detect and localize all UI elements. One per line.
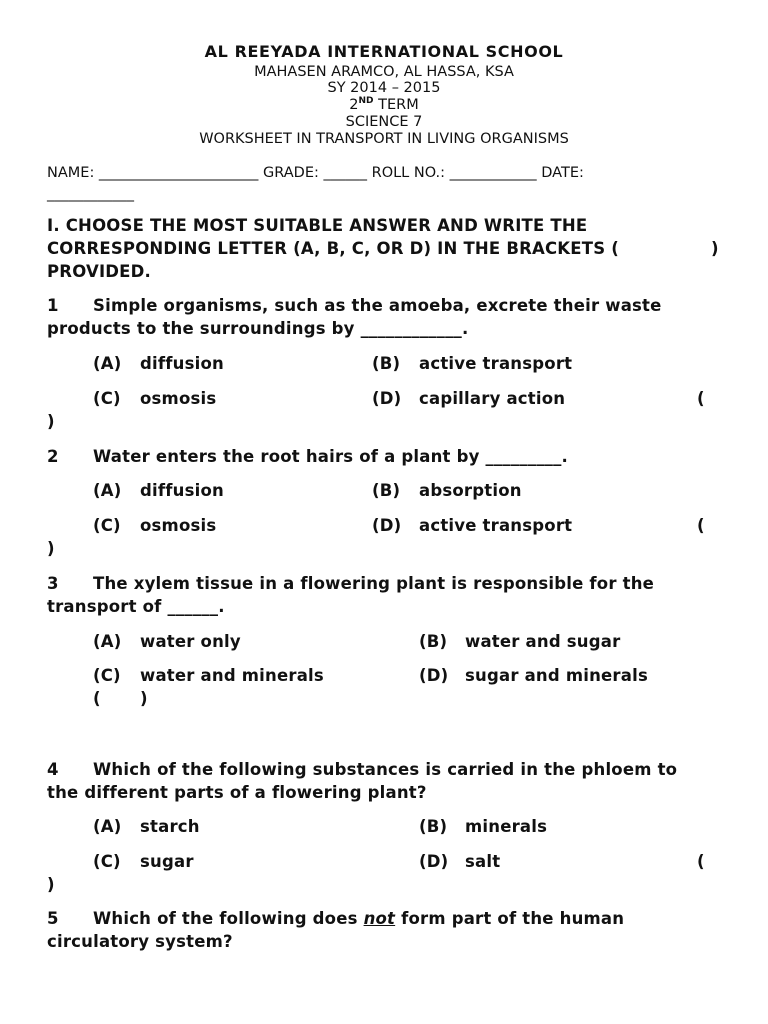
option-letter: (C)	[93, 516, 121, 535]
student-info-line-cont: ____________	[47, 186, 134, 202]
option-text: salt	[465, 852, 501, 871]
question-text-cont: the different parts of a flowering plant?	[47, 783, 427, 802]
question-text	[93, 909, 624, 928]
term-suffix: ND	[358, 96, 374, 106]
option-text: water and minerals	[140, 666, 324, 685]
option-letter: (D)	[419, 666, 449, 685]
option-text: capillary action	[419, 389, 566, 408]
school-name: AL REEYADA INTERNATIONAL SCHOOL	[204, 42, 564, 61]
option-letter: (B)	[372, 354, 401, 373]
option-letter: (D)	[372, 516, 402, 535]
option-text: diffusion	[140, 481, 224, 500]
option-letter: (A)	[93, 632, 122, 651]
option-text: osmosis	[140, 516, 217, 535]
question-text-pre: Which of the following does	[93, 909, 364, 928]
term-word: TERM	[378, 97, 419, 113]
question-emphasis	[364, 909, 396, 928]
option-letter: (C)	[93, 666, 121, 685]
option-text: water only	[140, 632, 241, 651]
option-letter: (B)	[419, 817, 448, 836]
question-text-cont: transport of ______.	[47, 597, 225, 616]
option-letter: (C)	[93, 389, 121, 408]
worksheet-title: WORKSHEET IN TRANSPORT IN LIVING ORGANISMS	[199, 131, 569, 147]
option-text: active transport	[419, 516, 573, 535]
instructions-line-1: I. CHOOSE THE MOST SUITABLE ANSWER AND WRITE THE	[47, 216, 588, 235]
option-text: diffusion	[140, 354, 224, 373]
answer-bracket-open: (	[697, 852, 705, 871]
option-letter: (C)	[93, 852, 121, 871]
option-text: water and sugar	[465, 632, 621, 651]
question-text: Simple organisms, such as the amoeba, excrete their waste	[93, 296, 662, 315]
option-letter: (A)	[93, 481, 122, 500]
student-info-line: NAME: ______________________ GRADE: ______ ROLL NO.: ____________ DATE:	[47, 165, 584, 181]
question-number: 2	[47, 447, 59, 466]
option-text: sugar	[140, 852, 194, 871]
term	[0, 97, 768, 114]
option-letter: (B)	[419, 632, 448, 651]
option-text: minerals	[465, 817, 548, 836]
question-emphasis-text: not	[363, 909, 396, 928]
answer-bracket-close: )	[47, 412, 55, 431]
option-text: absorption	[419, 481, 522, 500]
term-number: 2	[349, 97, 359, 113]
question-text: Water enters the root hairs of a plant by _________.	[93, 447, 569, 466]
option-letter: (D)	[419, 852, 449, 871]
question-number: 1	[47, 296, 59, 315]
instructions-bracket-close: )	[711, 239, 719, 258]
answer-bracket-close: )	[47, 539, 55, 558]
question-number: 4	[47, 760, 59, 779]
option-text: starch	[140, 817, 200, 836]
option-text: sugar and minerals	[465, 666, 648, 685]
question-text: Which of the following substances is carried in the phloem to	[93, 760, 678, 779]
question-number: 3	[47, 574, 59, 593]
instructions-line-2: CORRESPONDING LETTER (A, B, C, OR D) IN THE BRACKETS (	[47, 239, 619, 258]
question-text-post: form part of the human	[395, 909, 625, 928]
school-address: MAHASEN ARAMCO, AL HASSA, KSA	[254, 64, 514, 80]
answer-bracket-close: )	[47, 875, 55, 894]
answer-bracket-open: (	[697, 389, 705, 408]
option-letter: (B)	[372, 481, 401, 500]
instructions-line-3: PROVIDED.	[47, 262, 152, 281]
question-text: The xylem tissue in a flowering plant is responsible for the	[93, 574, 655, 593]
question-text-cont: products to the surroundings by ____________.	[47, 319, 469, 338]
question-number: 5	[47, 909, 59, 928]
option-text: active transport	[419, 354, 573, 373]
option-text: osmosis	[140, 389, 217, 408]
answer-bracket-close: )	[140, 689, 148, 708]
subject: SCIENCE 7	[345, 114, 423, 130]
school-year: SY 2014 – 2015	[327, 80, 441, 96]
option-letter: (A)	[93, 354, 122, 373]
question-text-cont: circulatory system?	[47, 932, 233, 951]
option-letter: (A)	[93, 817, 122, 836]
answer-bracket-open: (	[93, 689, 101, 708]
option-letter: (D)	[372, 389, 402, 408]
answer-bracket-open: (	[697, 516, 705, 535]
